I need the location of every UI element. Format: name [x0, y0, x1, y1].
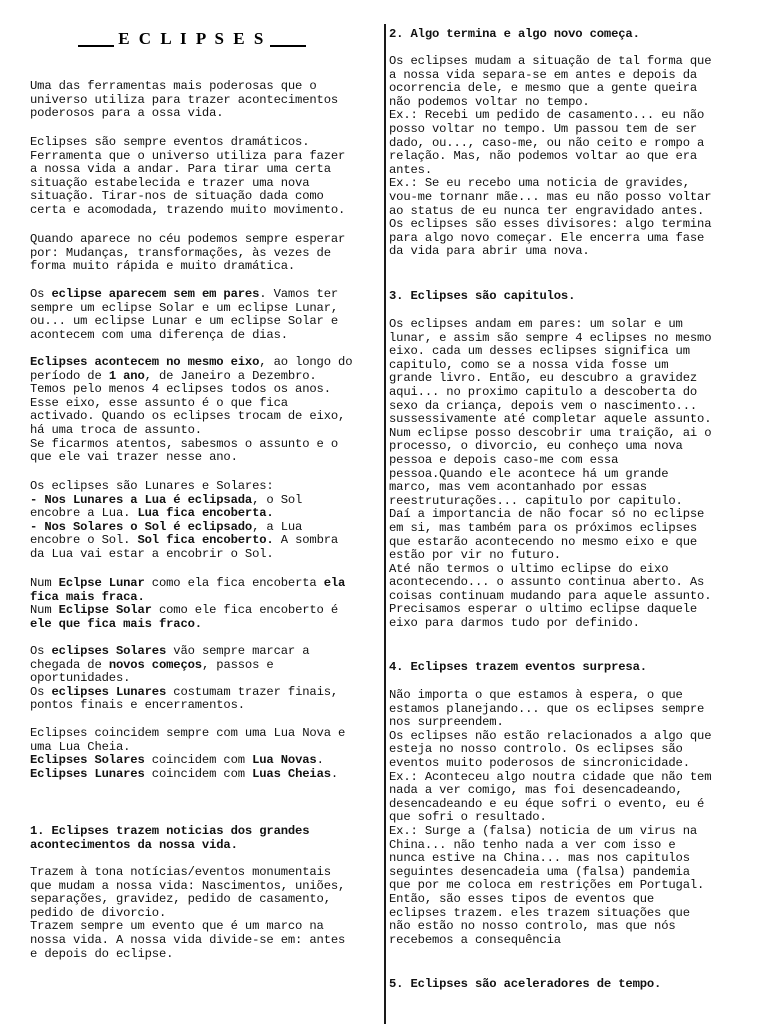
text-run: como ele fica encoberto é [151, 603, 339, 618]
text-line [389, 137, 711, 151]
title-text: E C L I P S E S [118, 29, 266, 48]
text-line [389, 920, 711, 934]
title-underline-left [78, 45, 114, 47]
text-run: . [330, 766, 339, 781]
text-line [30, 934, 345, 948]
text-line [389, 811, 711, 825]
text-run: oportunidades. [30, 671, 131, 686]
text-run: universo utiliza para trazer acontecimentos [30, 92, 339, 107]
text-run: encobre o Sol. [30, 533, 138, 548]
bold-text: Eclipses Lunares [30, 766, 145, 781]
bold-text: acontecimentos da nossa vida. [30, 837, 238, 852]
text-run: eixo. cada um desses eclipses significa um [389, 344, 690, 359]
text-run: eixo para darmos tudo por definido. [389, 616, 640, 631]
bold-text: ela [323, 576, 346, 590]
text-run: coincidem com [144, 753, 253, 768]
text-line [389, 28, 640, 42]
text-line [389, 934, 711, 948]
bold-text: Lua Novas [252, 753, 317, 768]
text-run: Eclipses são sempre eventos dramáticos. [30, 135, 310, 149]
left-paragraph [30, 233, 345, 274]
text-line [30, 768, 345, 782]
right-paragraph [389, 28, 640, 42]
text-run: Ferramenta que o universo utiliza para fazer [30, 148, 346, 163]
text-line [30, 672, 338, 686]
bold-text: ele que fica mais fraco. [30, 616, 202, 631]
bold-text: Luas Cheias [252, 766, 331, 781]
text-run: acontecendo... o assunto continua aberto. As [389, 575, 705, 590]
text-line [30, 534, 338, 548]
text-line [30, 383, 352, 397]
text-line [30, 410, 352, 424]
text-run: que por me coloca em restrições em Portugal. [389, 878, 705, 893]
text-run: Então, são esses tipos de eventos que [389, 891, 655, 906]
text-run: aqui... no proximo capitulo a descoberta do [389, 384, 698, 399]
text-line [389, 522, 711, 536]
text-run: capitulo, como se a nossa vida fosse um [389, 357, 669, 372]
text-run: Precisamos esperar o ultimo eclipse daquele [389, 602, 698, 617]
text-line [30, 741, 345, 755]
text-line [389, 123, 711, 137]
text-line [389, 978, 661, 992]
left-paragraph [30, 577, 345, 631]
text-line [30, 356, 352, 370]
text-run: desencadeando e eu éque sofri o evento, eu é [389, 796, 705, 811]
right-paragraph [389, 661, 647, 675]
left-paragraph [30, 480, 338, 562]
text-run: uma Lua Cheia. [30, 739, 131, 754]
text-line [30, 480, 338, 494]
title-underline-right [270, 45, 306, 47]
text-run: , de Janeiro a Dezembro. [144, 368, 317, 383]
text-run: para algo novo começar. Ele encerra uma fase [389, 230, 705, 245]
text-run: sussessivamente até completar aquele assunto. [389, 412, 712, 427]
bold-text: Eclpse Lunar [58, 576, 145, 590]
text-run: não podemos voltar no tempo. [389, 94, 590, 109]
text-line [30, 163, 345, 177]
text-run: a nossa vida a andar. Para tirar uma certa [30, 162, 331, 177]
text-line [30, 80, 338, 94]
text-run: por: Mudanças, transformações, às vezes de [30, 245, 331, 260]
text-line [389, 563, 711, 577]
text-run: da Lua vai estar a encobrir o Sol. [30, 546, 274, 561]
text-run: Trazem à tona notícias/eventos monumentais [30, 865, 331, 879]
text-line [30, 548, 338, 562]
text-run: grande livro. Então, eu descubro a gravidez [389, 371, 698, 386]
text-run: Ex.: Recebi um pedido de casamento... eu não [389, 108, 705, 123]
left-paragraph [30, 866, 345, 961]
text-line [30, 260, 345, 274]
text-line [389, 825, 711, 839]
text-run: . Vamos ter [259, 287, 339, 301]
text-run: que mudam a nossa vida: Nascimentos, uniões, [30, 878, 346, 893]
text-run: a nossa vida separa-se em antes e depois da [389, 67, 698, 82]
text-run: pedido de divorcio. [30, 905, 167, 920]
text-line [389, 468, 711, 482]
text-run: ou... um eclipse Lunar e um eclipse Solar e [30, 314, 339, 329]
text-line [389, 495, 711, 509]
text-line [389, 852, 711, 866]
text-run: pessoa.Quando ele acontece há um grande [389, 466, 669, 481]
text-line [389, 536, 711, 550]
text-line [30, 907, 345, 921]
text-run: Se ficarmos atentos, sabesmos o assunto e o [30, 436, 339, 451]
text-run: Os eclipses são Lunares e Solares: [30, 479, 274, 493]
text-run: eclipses trazem. eles trazem situações que [389, 905, 690, 920]
text-run: Os [30, 684, 52, 699]
text-line [389, 55, 711, 69]
text-line [389, 440, 711, 454]
text-line [30, 591, 345, 605]
right-paragraph [389, 689, 711, 947]
text-line [30, 370, 352, 384]
text-line [30, 438, 352, 452]
text-run: recebemos a consequência [389, 932, 561, 947]
text-line [389, 866, 711, 880]
bold-text: Eclipses acontecem no mesmo eixo [30, 355, 260, 369]
text-run: Os [30, 287, 52, 301]
text-line [389, 150, 711, 164]
text-line [30, 521, 338, 535]
text-line [389, 82, 711, 96]
text-run: que estarão acontecendo no mesmo eixo e que [389, 534, 698, 549]
text-line [30, 699, 338, 713]
text-run: Os eclipses são esses divisores: algo termina [389, 217, 712, 232]
text-run: certa e acomodada, trazendo muito movimento. [30, 202, 346, 217]
text-line [389, 96, 711, 110]
text-line [389, 508, 711, 522]
text-run: Num [30, 576, 59, 590]
text-line [30, 659, 338, 673]
text-run: Não importa o que estamos à espera, o que [389, 688, 683, 702]
text-line [30, 686, 338, 700]
right-paragraph [389, 318, 711, 631]
text-line [30, 288, 338, 302]
text-run: estão por vir no futuro. [389, 548, 561, 563]
text-run: forma muito rápida e muito dramática. [30, 259, 296, 274]
text-line [389, 359, 711, 373]
text-line [389, 703, 711, 717]
text-run: da vida para abrir uma nova. [389, 244, 590, 259]
text-line [30, 233, 345, 247]
text-run: não estão no nosso controlo, mas que nós [389, 919, 676, 934]
text-run: Ex.: Surge a (falsa) noticia de um virus na [389, 823, 698, 838]
text-line [389, 879, 711, 893]
text-line [389, 372, 711, 386]
text-line [389, 177, 711, 191]
left-paragraph [30, 727, 345, 781]
text-run: esteja no nosso controlo. Os eclipses são [389, 742, 683, 757]
left-paragraph [30, 356, 352, 465]
text-run: reestruturações... capitulo por capitulo. [389, 493, 683, 508]
text-line [30, 727, 345, 741]
right-paragraph [389, 55, 711, 259]
left-paragraph [30, 288, 338, 342]
text-run: Esse eixo, esse assunto é o que fica [30, 395, 288, 410]
text-line [30, 645, 338, 659]
text-run: Os [30, 644, 52, 658]
text-run: ao status de eu nunca ter engravidado antes. [389, 203, 705, 218]
text-line [30, 948, 345, 962]
text-run: vou-me tornanr mãe... mas eu não posso voltar [389, 189, 712, 204]
bold-text: 2. Algo termina e algo novo começa. [389, 27, 640, 41]
left-paragraph [30, 645, 338, 713]
left-paragraph [30, 825, 309, 852]
text-run: Uma das ferramentas mais poderosas que o [30, 79, 317, 93]
text-run: seguintes desencadeia uma (falsa) pandemia [389, 864, 690, 879]
text-run: poderosos para a ossa vida. [30, 106, 224, 121]
bold-text: Eclipse Solar [58, 603, 152, 618]
text-line [389, 318, 711, 332]
text-run: eventos muito poderosos de sincronicidade. [389, 755, 690, 770]
text-line [389, 771, 711, 785]
text-line [30, 866, 345, 880]
bold-text: 1 ano [108, 368, 145, 383]
text-line [389, 590, 711, 604]
text-run: que sofri o resultado. [389, 810, 547, 825]
text-run: sempre um eclipse Solar e um eclipse Lunar, [30, 300, 339, 315]
text-line [389, 332, 711, 346]
bold-text: Lua fica encoberta. [137, 506, 274, 521]
text-run: em si, mas também para os próximos eclipses [389, 520, 698, 535]
text-line [30, 204, 345, 218]
text-line [389, 413, 711, 427]
text-run: Até não termos o ultimo eclipse do eixo [389, 561, 669, 576]
text-run: posso voltar no tempo. Um passou tem de ser [389, 121, 698, 136]
bold-text: eclipse aparecem sem em pares [51, 287, 260, 301]
bold-text: fica mais fraca. [30, 589, 145, 604]
text-line [389, 603, 711, 617]
text-run: Os eclipses mudam a situação de tal forma que [389, 54, 712, 68]
text-line [30, 754, 345, 768]
text-run: , passos e [201, 657, 274, 672]
text-line [389, 400, 711, 414]
text-line [389, 757, 711, 771]
text-run: encobre a Lua. [30, 506, 138, 521]
text-line [389, 109, 711, 123]
bold-text: 3. Eclipses são capitulos. [389, 289, 576, 303]
text-line [389, 191, 711, 205]
text-run: ocorrencia dele, e mesmo que a gente queira [389, 81, 698, 96]
text-run: há uma troca de assunto. [30, 422, 202, 437]
text-line [30, 136, 345, 150]
text-run: marco, mas vem acontanhado por essas [389, 480, 647, 495]
right-paragraph [389, 290, 575, 304]
text-run: pessoa e depois caso-me com essa [389, 452, 619, 467]
text-line [30, 107, 338, 121]
text-run: Temos pelo menos 4 eclipses todos os anos. [30, 382, 331, 397]
text-line [30, 494, 338, 508]
text-line [389, 454, 711, 468]
bold-text: - Nos Lunares a Lua é eclipsada [30, 492, 253, 507]
text-run: A sombra [273, 533, 339, 548]
text-run: lunar, e assim são sempre 4 eclipses no mesmo [389, 330, 712, 345]
text-line [389, 164, 711, 178]
text-run: . [316, 753, 324, 768]
text-run: Os eclipses andam em pares: um solar e um [389, 317, 683, 331]
text-line [389, 549, 711, 563]
text-line [30, 893, 345, 907]
bold-text: 1. Eclipses trazem noticias dos grandes [30, 824, 310, 838]
text-line [30, 177, 345, 191]
text-run: Ex.: Aconteceu algo noutra cidade que não tem [389, 769, 712, 784]
text-run: nossa vida. A nossa vida divide-se em: antes [30, 932, 346, 947]
text-run: dado, ou..., caso-me, ou não ceito e rompo a [389, 135, 705, 150]
text-line [389, 798, 711, 812]
text-line [30, 825, 309, 839]
text-line [389, 716, 711, 730]
column-divider [384, 24, 386, 1024]
text-line [30, 604, 345, 618]
text-run: Num [30, 603, 59, 618]
bold-text: 5. Eclipses são aceleradores de tempo. [389, 977, 662, 991]
text-line [30, 190, 345, 204]
text-line [30, 920, 345, 934]
text-line [389, 69, 711, 83]
text-line [389, 839, 711, 853]
text-line [30, 424, 352, 438]
bold-text: novos começos [108, 657, 202, 672]
text-line [30, 150, 345, 164]
text-line [389, 730, 711, 744]
text-line [30, 618, 345, 632]
text-run: activado. Quando os eclipses trocam de eixo, [30, 409, 346, 424]
text-line [30, 247, 345, 261]
document-title [0, 29, 384, 49]
text-run: Ex.: Se eu recebo uma noticia de gravides, [389, 176, 690, 191]
text-run: que ele vai trazer nesse ano. [30, 450, 238, 465]
text-run: como ela fica encoberta [144, 576, 324, 590]
bold-text: Sol fica encoberto. [137, 533, 274, 548]
text-run: situação. Tirar-nos de situação dada como [30, 189, 324, 204]
left-paragraph [30, 80, 338, 121]
text-run: vão sempre marcar a [166, 644, 310, 658]
text-line [389, 290, 575, 304]
text-line [389, 205, 711, 219]
bold-text: Eclipses Solares [30, 753, 145, 768]
text-line [30, 451, 352, 465]
text-run: nada a ver comigo, mas foi desencadeando, [389, 783, 683, 798]
bold-text: eclipses Lunares [51, 684, 167, 699]
text-line [30, 302, 338, 316]
text-run: nunca estive na China... mas nos capitulos [389, 851, 690, 866]
text-line [30, 577, 345, 591]
text-line [389, 481, 711, 495]
text-run: Num eclipse posso descobrir uma traição, ai o [389, 425, 712, 440]
bold-text: - Nos Solares o Sol é eclipsado [30, 519, 253, 534]
text-line [30, 397, 352, 411]
text-line [389, 661, 647, 675]
text-line [389, 576, 711, 590]
text-run: Quando aparece no céu podemos sempre esperar [30, 232, 346, 246]
left-paragraph [30, 136, 345, 218]
text-line [30, 94, 338, 108]
text-line [389, 427, 711, 441]
text-line [30, 315, 338, 329]
text-run: relação. Mas, não podemos voltar ao que era [389, 149, 698, 164]
text-run: pontos finais e encerramentos. [30, 698, 245, 713]
text-line [389, 893, 711, 907]
text-run: situação estabelecida e trazer uma nova [30, 175, 310, 190]
text-run: , ao longo do [259, 355, 353, 369]
text-line [389, 245, 711, 259]
text-run: Os eclipses não estão relacionados a algo que [389, 728, 712, 743]
text-run: coisas continuam mudando para aquele assunto. [389, 588, 712, 603]
text-run: antes. [389, 162, 432, 177]
text-run: nos surpreendem. [389, 715, 504, 730]
text-line [389, 345, 711, 359]
text-line [389, 784, 711, 798]
text-line [389, 218, 711, 232]
text-run: e depois do eclipse. [30, 946, 174, 961]
text-run: coincidem com [144, 766, 253, 781]
text-run: Eclipses coincidem sempre com uma Lua Nova e [30, 726, 346, 740]
text-run: Daí a importancia de não focar só no eclipse [389, 507, 705, 522]
text-line [389, 743, 711, 757]
text-run: acontecem com uma diferença de dias. [30, 327, 288, 342]
text-run: separações, gravidez, pedido de casamento, [30, 892, 331, 907]
text-run: período de [30, 368, 109, 383]
text-run: sexo da criança, depois vem o nascimento... [389, 398, 698, 413]
text-line [30, 507, 338, 521]
text-line [389, 617, 711, 631]
text-line [30, 839, 309, 853]
text-line [389, 386, 711, 400]
text-line [389, 689, 711, 703]
text-run: estamos planejando... que os eclipses sempre [389, 701, 705, 716]
text-line [389, 232, 711, 246]
text-line [389, 907, 711, 921]
text-run: processo, o divorcio, eu conheço uma nova [389, 439, 683, 454]
text-run: , o Sol [252, 492, 303, 507]
text-line [30, 880, 345, 894]
text-run: Trazem sempre um evento que é um marco na [30, 919, 324, 934]
text-run: chegada de [30, 657, 109, 672]
bold-text: 4. Eclipses trazem eventos surpresa. [389, 660, 647, 674]
text-run: costumam trazer finais, [166, 684, 339, 699]
right-paragraph [389, 978, 661, 992]
bold-text: eclipses Solares [51, 644, 167, 658]
text-line [30, 329, 338, 343]
text-run: China... não tenho nada a ver com isso e [389, 837, 676, 852]
text-run: , a Lua [252, 519, 303, 534]
